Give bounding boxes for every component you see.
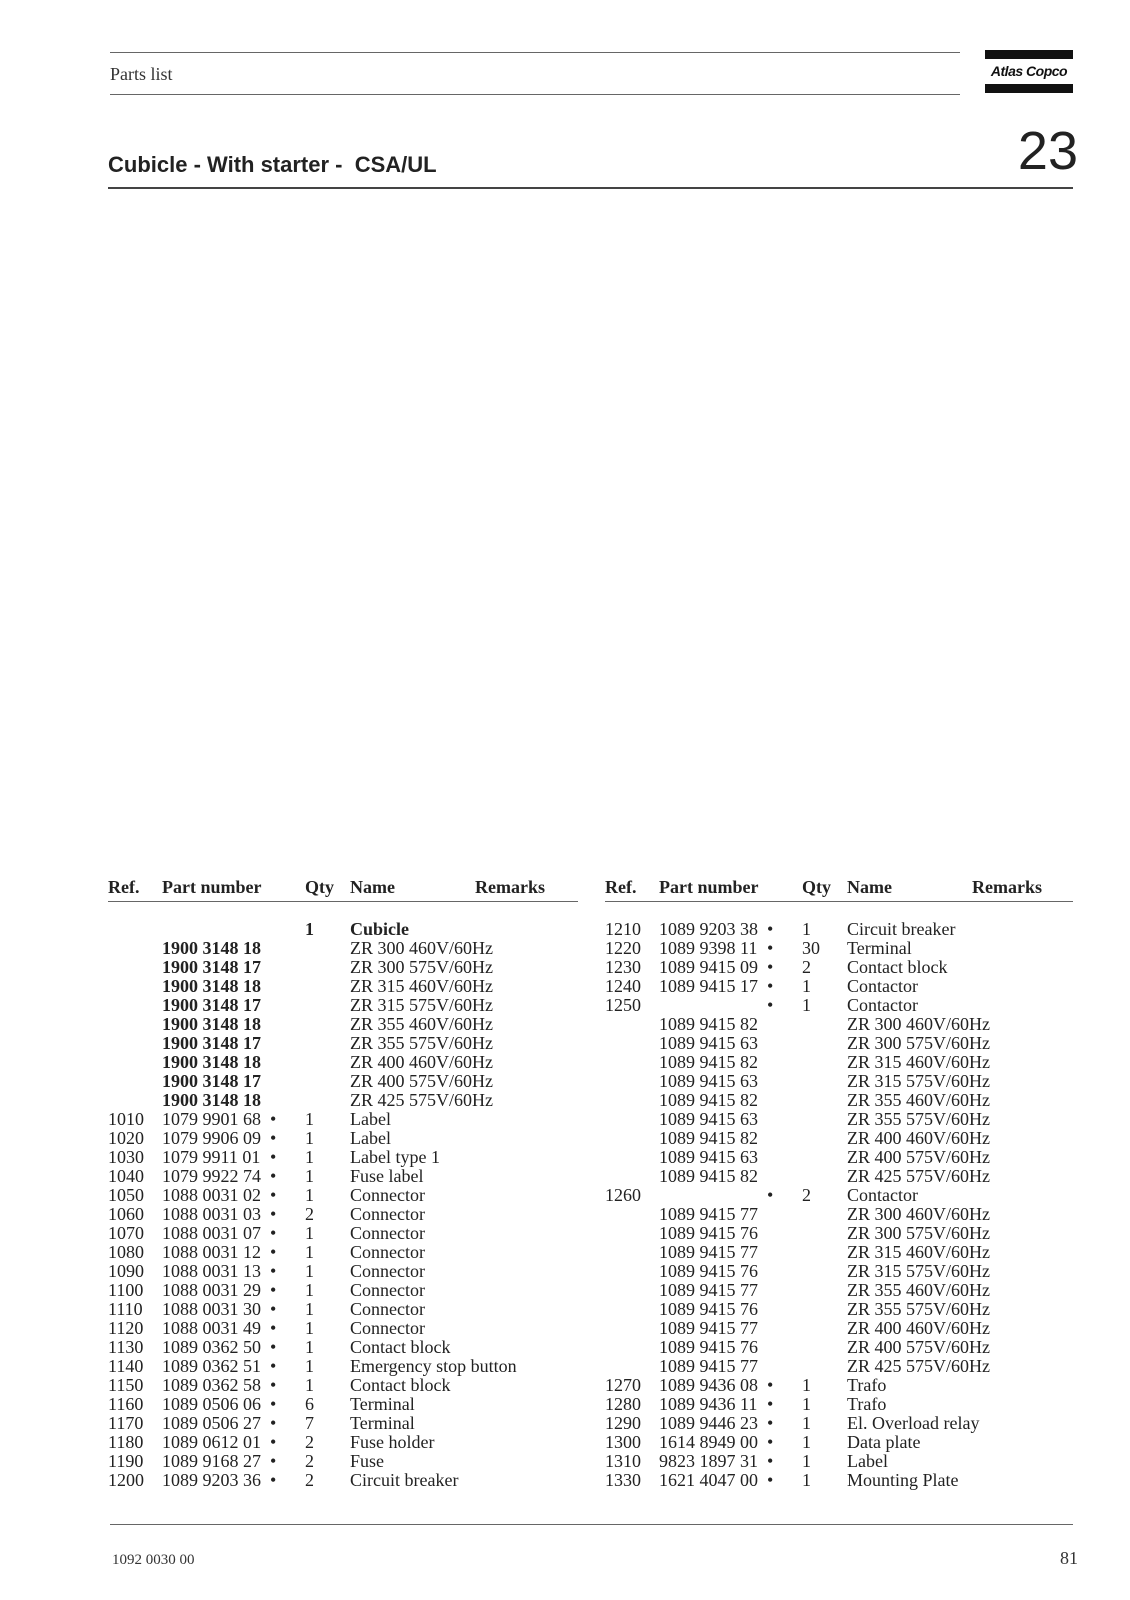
- ref-cell: 1120: [108, 1318, 144, 1338]
- qty-cell: 1: [305, 1166, 314, 1186]
- header-bottom-rule: [110, 94, 960, 95]
- ref-cell: 1060: [108, 1204, 144, 1224]
- name-cell: Fuse: [350, 1451, 385, 1471]
- name-cell: ZR 300 460V/60Hz: [847, 1014, 990, 1034]
- part-number-cell: 1089 0362 51: [162, 1356, 261, 1376]
- qty-cell: 1: [305, 1280, 314, 1300]
- qty-cell: 1: [802, 1394, 811, 1414]
- qty-cell: 1: [305, 1242, 314, 1262]
- qty-cell: 2: [305, 1432, 314, 1452]
- bullet-icon: •: [270, 1451, 277, 1471]
- ref-cell: 1290: [605, 1413, 641, 1433]
- parts-table-left: [108, 877, 578, 1490]
- part-number-cell: 1089 9168 27: [162, 1451, 261, 1471]
- part-number-cell: 1089 9415 76: [659, 1223, 758, 1243]
- ref-cell: 1210: [605, 919, 641, 939]
- name-cell: ZR 315 460V/60Hz: [847, 1052, 990, 1072]
- qty-cell: 2: [305, 1204, 314, 1224]
- bullet-icon: •: [270, 1242, 277, 1262]
- part-number-cell: 1900 3148 18: [162, 1014, 261, 1034]
- part-number-cell: 1900 3148 17: [162, 1033, 261, 1053]
- name-cell: Trafo: [847, 1394, 887, 1414]
- part-number-cell: 1900 3148 17: [162, 1071, 261, 1091]
- qty-cell: 1: [802, 1470, 811, 1490]
- ref-cell: 1270: [605, 1375, 641, 1395]
- name-cell: ZR 315 575V/60Hz: [847, 1261, 990, 1281]
- ref-cell: 1040: [108, 1166, 144, 1186]
- qty-cell: 1: [305, 1223, 314, 1243]
- part-number-cell: 1089 9415 63: [659, 1033, 758, 1053]
- qty-cell: 1: [305, 1109, 314, 1129]
- ref-cell: 1300: [605, 1432, 641, 1452]
- ref-cell: 1030: [108, 1147, 144, 1167]
- ref-cell: 1190: [108, 1451, 144, 1471]
- ref-cell: 1050: [108, 1185, 144, 1205]
- name-cell: Label type 1: [350, 1147, 440, 1167]
- bullet-icon: •: [270, 1337, 277, 1357]
- name-cell: Mounting Plate: [847, 1470, 959, 1490]
- bullet-icon: •: [270, 1128, 277, 1148]
- ref-cell: 1070: [108, 1223, 144, 1243]
- ref-cell: 1140: [108, 1356, 144, 1376]
- document-number: 1092 0030 00: [112, 1552, 195, 1568]
- ref-cell: 1130: [108, 1337, 144, 1357]
- qty-cell: 30: [802, 938, 820, 958]
- part-number-cell: 1088 0031 29: [162, 1280, 261, 1300]
- name-cell: ZR 315 575V/60Hz: [350, 995, 493, 1015]
- qty-cell: 1: [305, 1185, 314, 1205]
- qty-cell: 1: [802, 1413, 811, 1433]
- table-header-rule: [605, 901, 1073, 902]
- part-number-cell: 1089 0362 58: [162, 1375, 261, 1395]
- name-cell: ZR 315 460V/60Hz: [350, 976, 493, 996]
- bullet-icon: •: [270, 1185, 277, 1205]
- logo-bottom-bar: [985, 84, 1073, 93]
- qty-cell: 1: [305, 1261, 314, 1281]
- bullet-icon: •: [270, 1280, 277, 1300]
- name-cell: Emergency stop button: [350, 1356, 517, 1376]
- name-cell: ZR 425 575V/60Hz: [350, 1090, 493, 1110]
- ref-cell: 1020: [108, 1128, 144, 1148]
- table-header: [605, 878, 1073, 900]
- name-cell: Fuse holder: [350, 1432, 435, 1452]
- column-header-remarks: Remarks: [475, 877, 545, 897]
- part-number-cell: 1089 9203 38: [659, 919, 758, 939]
- ref-cell: 1150: [108, 1375, 144, 1395]
- name-cell: Circuit breaker: [350, 1470, 459, 1490]
- ref-cell: 1330: [605, 1470, 641, 1490]
- name-cell: Label: [847, 1451, 888, 1471]
- bullet-icon: •: [270, 1223, 277, 1243]
- part-number-cell: 1088 0031 07: [162, 1223, 261, 1243]
- bullet-icon: •: [270, 1413, 277, 1433]
- bullet-icon: •: [270, 1261, 277, 1281]
- part-number-cell: 1900 3148 18: [162, 976, 261, 996]
- qty-cell: 1: [305, 1128, 314, 1148]
- bullet-icon: •: [270, 1204, 277, 1224]
- part-number-cell: 1089 9436 08: [659, 1375, 758, 1395]
- part-number-cell: 1088 0031 12: [162, 1242, 261, 1262]
- name-cell: Contactor: [847, 976, 918, 996]
- part-number-cell: 1089 9415 77: [659, 1356, 758, 1376]
- name-cell: ZR 300 575V/60Hz: [350, 957, 493, 977]
- part-number-cell: 1089 9415 17: [659, 976, 758, 996]
- ref-cell: 1160: [108, 1394, 144, 1414]
- name-cell: Connector: [350, 1223, 425, 1243]
- part-number-cell: 9823 1897 31: [659, 1451, 758, 1471]
- name-cell: Connector: [350, 1280, 425, 1300]
- part-number-cell: 1079 9911 01: [162, 1147, 261, 1167]
- name-cell: Circuit breaker: [847, 919, 956, 939]
- part-number-cell: 1088 0031 13: [162, 1261, 261, 1281]
- bullet-icon: •: [767, 938, 774, 958]
- column-header-part-number: Part number: [659, 877, 759, 897]
- qty-cell: 2: [305, 1451, 314, 1471]
- column-header-name: Name: [847, 877, 892, 897]
- ref-cell: 1280: [605, 1394, 641, 1414]
- section-number: 23: [1017, 121, 1078, 181]
- ref-cell: 1170: [108, 1413, 144, 1433]
- part-number-cell: 1089 9415 77: [659, 1318, 758, 1338]
- name-cell: ZR 315 575V/60Hz: [847, 1071, 990, 1091]
- part-number-cell: 1089 9415 63: [659, 1147, 758, 1167]
- bullet-icon: •: [767, 1451, 774, 1471]
- name-cell: Label: [350, 1128, 391, 1148]
- ref-cell: 1200: [108, 1470, 144, 1490]
- name-cell: Contactor: [847, 995, 918, 1015]
- qty-cell: 1: [305, 1356, 314, 1376]
- part-number-cell: 1089 9415 77: [659, 1204, 758, 1224]
- qty-cell: 1: [305, 1147, 314, 1167]
- part-number-cell: 1089 0506 27: [162, 1413, 261, 1433]
- column-header-ref: Ref.: [605, 877, 637, 897]
- ref-cell: 1230: [605, 957, 641, 977]
- name-cell: Contact block: [350, 1375, 451, 1395]
- name-cell: Connector: [350, 1242, 425, 1262]
- name-cell: ZR 400 575V/60Hz: [847, 1147, 990, 1167]
- name-cell: ZR 315 460V/60Hz: [847, 1242, 990, 1262]
- ref-cell: 1110: [108, 1299, 143, 1319]
- ref-cell: 1240: [605, 976, 641, 996]
- bullet-icon: •: [767, 1394, 774, 1414]
- bullet-icon: •: [270, 1166, 277, 1186]
- bullet-icon: •: [767, 957, 774, 977]
- name-cell: ZR 400 575V/60Hz: [350, 1071, 493, 1091]
- qty-cell: 1: [305, 1337, 314, 1357]
- part-number-cell: 1079 9901 68: [162, 1109, 261, 1129]
- part-number-cell: 1089 9415 63: [659, 1109, 758, 1129]
- atlas-copco-logo: [985, 50, 1073, 94]
- qty-cell: 2: [802, 957, 811, 977]
- bullet-icon: •: [270, 1109, 277, 1129]
- part-number-cell: 1900 3148 18: [162, 1052, 261, 1072]
- ref-cell: 1010: [108, 1109, 144, 1129]
- name-cell: ZR 400 460V/60Hz: [847, 1128, 990, 1148]
- name-cell: El. Overload relay: [847, 1413, 980, 1433]
- bullet-icon: •: [767, 1413, 774, 1433]
- table-header: [108, 878, 578, 900]
- qty-cell: 1: [305, 919, 314, 939]
- part-number-cell: 1900 3148 17: [162, 995, 261, 1015]
- ref-cell: 1310: [605, 1451, 641, 1471]
- ref-cell: 1260: [605, 1185, 641, 1205]
- name-cell: Connector: [350, 1185, 425, 1205]
- ref-cell: 1220: [605, 938, 641, 958]
- logo-text: Atlas Copco: [990, 63, 1068, 79]
- ref-cell: 1250: [605, 995, 641, 1015]
- part-number-cell: 1089 9446 23: [659, 1413, 758, 1433]
- qty-cell: 1: [802, 1432, 811, 1452]
- name-cell: ZR 355 460V/60Hz: [350, 1014, 493, 1034]
- part-number-cell: 1089 9436 11: [659, 1394, 758, 1414]
- name-cell: ZR 355 575V/60Hz: [847, 1109, 990, 1129]
- qty-cell: 2: [802, 1185, 811, 1205]
- bullet-icon: •: [270, 1147, 277, 1167]
- name-cell: Data plate: [847, 1432, 921, 1452]
- part-number-cell: 1088 0031 30: [162, 1299, 261, 1319]
- logo-top-bar: [985, 50, 1073, 59]
- part-number-cell: 1614 8949 00: [659, 1432, 758, 1452]
- part-number-cell: 1089 9415 09: [659, 957, 758, 977]
- name-cell: ZR 300 460V/60Hz: [847, 1204, 990, 1224]
- name-cell: Contactor: [847, 1185, 918, 1205]
- part-number-cell: 1900 3148 18: [162, 938, 261, 958]
- part-number-cell: 1088 0031 03: [162, 1204, 261, 1224]
- qty-cell: 1: [305, 1299, 314, 1319]
- name-cell: ZR 300 575V/60Hz: [847, 1033, 990, 1053]
- qty-cell: 2: [305, 1470, 314, 1490]
- qty-cell: 1: [802, 995, 811, 1015]
- bullet-icon: •: [270, 1375, 277, 1395]
- part-number-cell: 1089 9203 36: [162, 1470, 261, 1490]
- name-cell: ZR 300 575V/60Hz: [847, 1223, 990, 1243]
- part-number-cell: 1088 0031 02: [162, 1185, 261, 1205]
- name-cell: ZR 355 575V/60Hz: [350, 1033, 493, 1053]
- footer-rule: [110, 1524, 1073, 1525]
- name-cell: Terminal: [350, 1413, 415, 1433]
- bullet-icon: •: [767, 1432, 774, 1452]
- part-number-cell: 1089 0506 06: [162, 1394, 261, 1414]
- bullet-icon: •: [270, 1299, 277, 1319]
- part-number-cell: 1089 0612 01: [162, 1432, 261, 1452]
- part-number-cell: 1089 9415 76: [659, 1337, 758, 1357]
- table-header-rule: [108, 901, 578, 902]
- bullet-icon: •: [270, 1432, 277, 1452]
- bullet-icon: •: [767, 1470, 774, 1490]
- part-number-cell: 1621 4047 00: [659, 1470, 758, 1490]
- name-cell: Terminal: [847, 938, 912, 958]
- ref-cell: 1090: [108, 1261, 144, 1281]
- part-number-cell: 1089 9415 76: [659, 1299, 758, 1319]
- part-number-cell: 1089 0362 50: [162, 1337, 261, 1357]
- name-cell: Contact block: [847, 957, 948, 977]
- column-header-part-number: Part number: [162, 877, 262, 897]
- part-number-cell: 1089 9415 77: [659, 1242, 758, 1262]
- name-cell: ZR 300 460V/60Hz: [350, 938, 493, 958]
- header-top-rule: [110, 52, 960, 53]
- qty-cell: 7: [305, 1413, 314, 1433]
- part-number-cell: 1089 9415 63: [659, 1071, 758, 1091]
- name-cell: Connector: [350, 1204, 425, 1224]
- qty-cell: 1: [802, 1451, 811, 1471]
- bullet-icon: •: [270, 1394, 277, 1414]
- qty-cell: 1: [802, 919, 811, 939]
- bullet-icon: •: [767, 1185, 774, 1205]
- title-rule: [108, 187, 1073, 189]
- bullet-icon: •: [767, 919, 774, 939]
- qty-cell: 6: [305, 1394, 314, 1414]
- part-number-cell: 1089 9415 82: [659, 1128, 758, 1148]
- name-cell: ZR 400 575V/60Hz: [847, 1337, 990, 1357]
- qty-cell: 1: [802, 976, 811, 996]
- page-number: 81: [1060, 1548, 1078, 1568]
- name-cell: ZR 355 575V/60Hz: [847, 1299, 990, 1319]
- header-label: Parts list: [110, 64, 173, 84]
- part-number-cell: 1900 3148 18: [162, 1090, 261, 1110]
- column-header-remarks: Remarks: [972, 877, 1042, 897]
- name-cell: Connector: [350, 1299, 425, 1319]
- column-header-qty: Qty: [802, 877, 831, 897]
- ref-cell: 1080: [108, 1242, 144, 1262]
- name-cell: ZR 425 575V/60Hz: [847, 1166, 990, 1186]
- name-cell: ZR 355 460V/60Hz: [847, 1280, 990, 1300]
- name-cell: Fuse label: [350, 1166, 424, 1186]
- ref-cell: 1180: [108, 1432, 144, 1452]
- part-number-cell: 1089 9415 82: [659, 1166, 758, 1186]
- column-header-qty: Qty: [305, 877, 334, 897]
- part-number-cell: 1088 0031 49: [162, 1318, 261, 1338]
- column-header-name: Name: [350, 877, 395, 897]
- qty-cell: 1: [305, 1375, 314, 1395]
- bullet-icon: •: [270, 1318, 277, 1338]
- name-cell: Label: [350, 1109, 391, 1129]
- part-number-cell: 1900 3148 17: [162, 957, 261, 977]
- qty-cell: 1: [802, 1375, 811, 1395]
- name-cell: ZR 400 460V/60Hz: [350, 1052, 493, 1072]
- name-cell: Cubicle: [350, 919, 410, 939]
- part-number-cell: 1089 9398 11: [659, 938, 758, 958]
- name-cell: ZR 425 575V/60Hz: [847, 1356, 990, 1376]
- bullet-icon: •: [767, 976, 774, 996]
- name-cell: Connector: [350, 1261, 425, 1281]
- part-number-cell: 1089 9415 82: [659, 1052, 758, 1072]
- bullet-icon: •: [270, 1470, 277, 1490]
- name-cell: Terminal: [350, 1394, 415, 1414]
- part-number-cell: 1079 9906 09: [162, 1128, 261, 1148]
- name-cell: ZR 400 460V/60Hz: [847, 1318, 990, 1338]
- name-cell: Trafo: [847, 1375, 887, 1395]
- name-cell: Connector: [350, 1318, 425, 1338]
- part-number-cell: 1089 9415 82: [659, 1090, 758, 1110]
- name-cell: Contact block: [350, 1337, 451, 1357]
- part-number-cell: 1079 9922 74: [162, 1166, 261, 1186]
- bullet-icon: •: [767, 1375, 774, 1395]
- ref-cell: 1100: [108, 1280, 144, 1300]
- page-title: Cubicle - With starter - CSA/UL: [108, 152, 437, 177]
- bullet-icon: •: [270, 1356, 277, 1376]
- column-header-ref: Ref.: [108, 877, 140, 897]
- parts-table-right: [605, 877, 1073, 1490]
- name-cell: ZR 355 460V/60Hz: [847, 1090, 990, 1110]
- qty-cell: 1: [305, 1318, 314, 1338]
- part-number-cell: 1089 9415 82: [659, 1014, 758, 1034]
- part-number-cell: 1089 9415 77: [659, 1280, 758, 1300]
- part-number-cell: 1089 9415 76: [659, 1261, 758, 1281]
- bullet-icon: •: [767, 995, 774, 1015]
